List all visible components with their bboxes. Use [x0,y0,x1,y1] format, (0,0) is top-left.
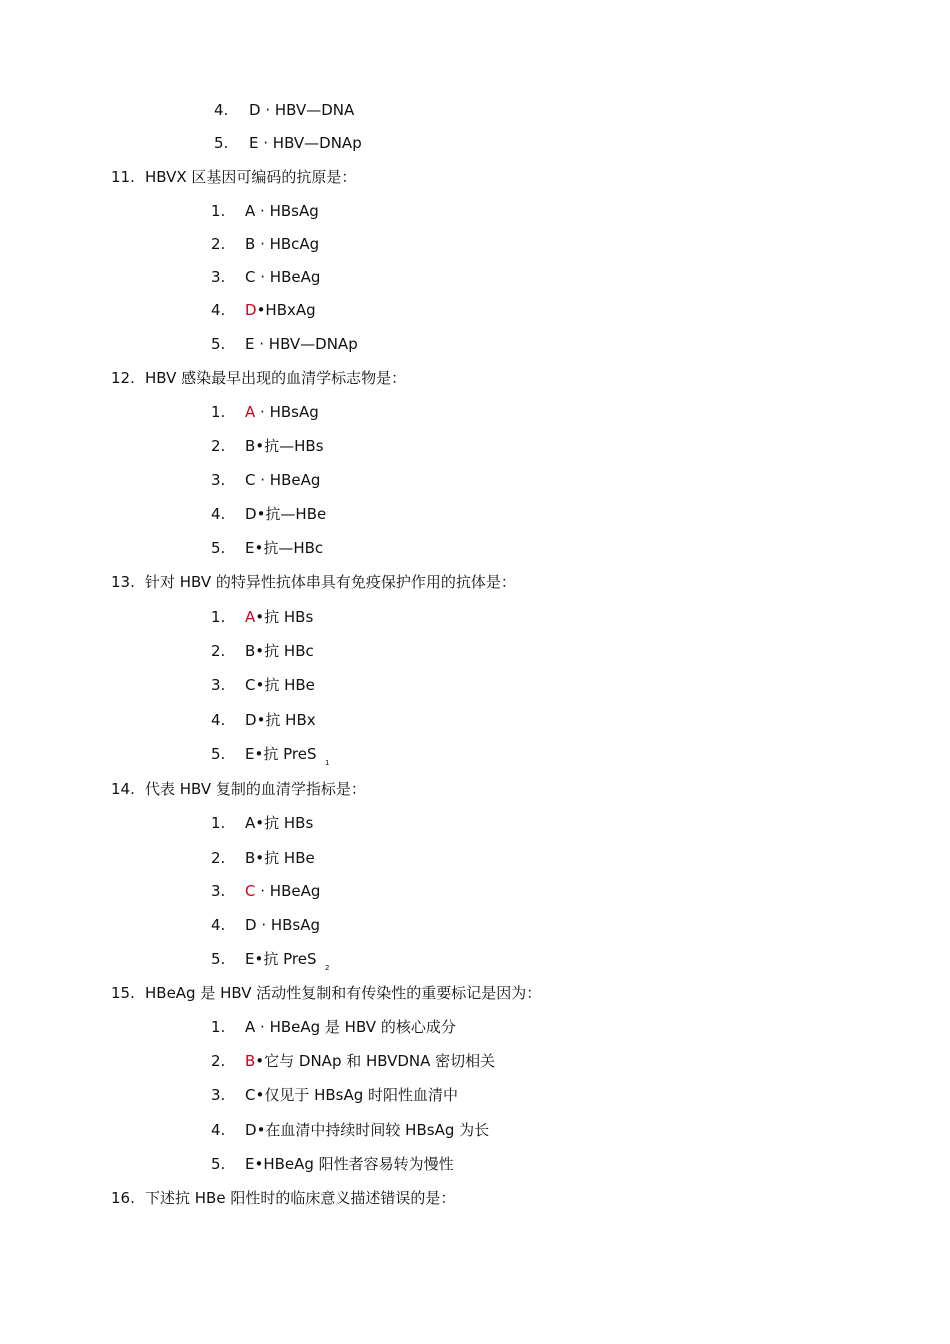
option-text: •抗 HBx [256,711,316,729]
option-number: 3. [211,882,226,900]
question-stem [111,983,541,1003]
option-number: 2. [211,642,226,660]
question-text: 代表 HBV 复制的血清学指标是： [145,780,366,798]
option-number: 5. [211,539,226,557]
option-item [211,504,326,524]
option-item [211,1085,458,1105]
question-stem [111,167,356,187]
option-text: · HBeAg [255,268,321,286]
option-number: 3. [211,268,226,286]
option-text: •抗—HBe [256,505,327,523]
option-item [214,100,354,120]
option-item [211,1120,489,1140]
option-number: 5. [211,745,226,763]
option-item [211,915,320,935]
option-text: · HBsAg [256,916,321,934]
option-letter: D [245,916,257,934]
option-letter: E [245,539,255,557]
option-text: · HBcAg [255,235,320,253]
question-number: 12. [111,369,135,387]
question-text: 针对 HBV 的特异性抗体串具有免疫保护作用的抗体是： [145,573,516,591]
option-item [211,538,323,558]
option-letter: C [245,882,256,900]
option-text: •抗 HBc [255,642,314,660]
question-number: 13. [111,573,135,591]
option-item [211,402,319,422]
option-letter: D [245,301,257,319]
option-item [211,436,324,456]
option-item [211,641,314,661]
option-item [211,848,315,868]
option-number: 2. [211,437,226,455]
option-text: · HBsAg [255,403,319,421]
option-letter: A [245,814,256,832]
option-number: 2. [211,1052,226,1070]
option-letter: B [245,235,256,253]
question-number: 15. [111,984,135,1002]
option-item [211,744,316,764]
option-text: •它与 DNAp 和 HBVDNA 密切相关 [255,1052,496,1070]
option-item [211,1051,495,1071]
option-text: •抗 HBs [255,608,314,626]
option-number: 2. [211,849,226,867]
option-letter: D [245,1121,257,1139]
option-letter: B [245,437,256,455]
option-text: •抗 HBe [255,676,315,694]
option-number: 5. [214,134,229,152]
option-text: · HBeAg [255,471,321,489]
option-number: 5. [211,335,226,353]
option-item [211,300,316,320]
option-letter: A [245,403,256,421]
option-text: · HBV—DNAp [254,335,358,353]
question-stem [111,368,406,388]
option-text: •抗 PreS [254,950,317,968]
option-number: 4. [211,1121,226,1139]
option-letter: E [249,134,259,152]
option-item [211,949,316,969]
option-number: 3. [211,1086,226,1104]
option-number: 3. [211,676,226,694]
option-letter: D [249,101,261,119]
option-text: •抗—HBc [254,539,324,557]
option-letter: E [245,950,255,968]
option-number: 4. [211,916,226,934]
option-number: 5. [211,1155,226,1173]
option-item [211,710,316,730]
question-text: HBeAg 是 HBV 活动性复制和有传染性的重要标记是因为： [145,984,542,1002]
option-item [211,675,315,695]
option-item [211,470,320,490]
option-letter: C [245,676,256,694]
option-letter: B [245,642,256,660]
option-number: 4. [211,301,226,319]
option-number: 1. [211,608,226,626]
option-number: 4. [211,711,226,729]
option-text: · HBeAg [255,882,321,900]
option-item [211,607,313,627]
option-text: •抗 HBe [255,849,315,867]
option-item [214,133,362,153]
option-letter: E [245,1155,255,1173]
option-text: •HBxAg [256,301,316,319]
option-text: •仅见于 HBsAg 时阳性血清中 [255,1086,459,1104]
question-number: 16. [111,1189,135,1207]
option-letter: E [245,745,255,763]
option-number: 4. [211,505,226,523]
question-number: 11. [111,168,135,186]
option-item [211,234,319,254]
option-text: •抗—HBs [255,437,324,455]
option-letter: B [245,849,256,867]
question-stem [111,779,366,799]
option-text: •在血清中持续时间较 HBsAg 为长 [256,1121,490,1139]
option-number: 5. [211,950,226,968]
option-letter: E [245,335,255,353]
option-text: •抗 PreS [254,745,317,763]
option-number: 1. [211,202,226,220]
option-letter: A [245,608,256,626]
option-item [211,1017,456,1037]
option-item [211,267,320,287]
option-letter: A [245,1018,256,1036]
option-letter: C [245,268,256,286]
option-item [211,1154,454,1174]
option-letter: C [245,471,256,489]
question-number: 14. [111,780,135,798]
option-text: •抗 HBs [255,814,314,832]
question-stem [111,572,516,592]
option-number: 2. [211,235,226,253]
question-text: HBV 感染最早出现的血清学标志物是： [145,369,407,387]
footnote-mark: 1 [325,759,330,767]
option-letter: D [245,711,257,729]
option-letter: A [245,202,256,220]
option-text: · HBV—DNA [260,101,355,119]
option-letter: B [245,1052,256,1070]
option-number: 4. [214,101,229,119]
footnote-mark: 2 [325,964,330,972]
option-letter: D [245,505,257,523]
option-text: · HBsAg [255,202,319,220]
option-text: · HBV—DNAp [258,134,362,152]
option-item [211,201,319,221]
option-text: •HBeAg 阳性者容易转为慢性 [254,1155,454,1173]
question-text: 下述抗 HBe 阳性时的临床意义描述错误的是： [145,1189,456,1207]
option-text: · HBeAg 是 HBV 的核心成分 [255,1018,456,1036]
option-number: 1. [211,1018,226,1036]
option-number: 3. [211,471,226,489]
option-number: 1. [211,814,226,832]
option-letter: C [245,1086,256,1104]
option-item [211,881,320,901]
option-item [211,813,313,833]
question-text: HBVX 区基因可编码的抗原是： [145,168,357,186]
option-number: 1. [211,403,226,421]
option-item [211,334,358,354]
question-stem [111,1188,455,1208]
